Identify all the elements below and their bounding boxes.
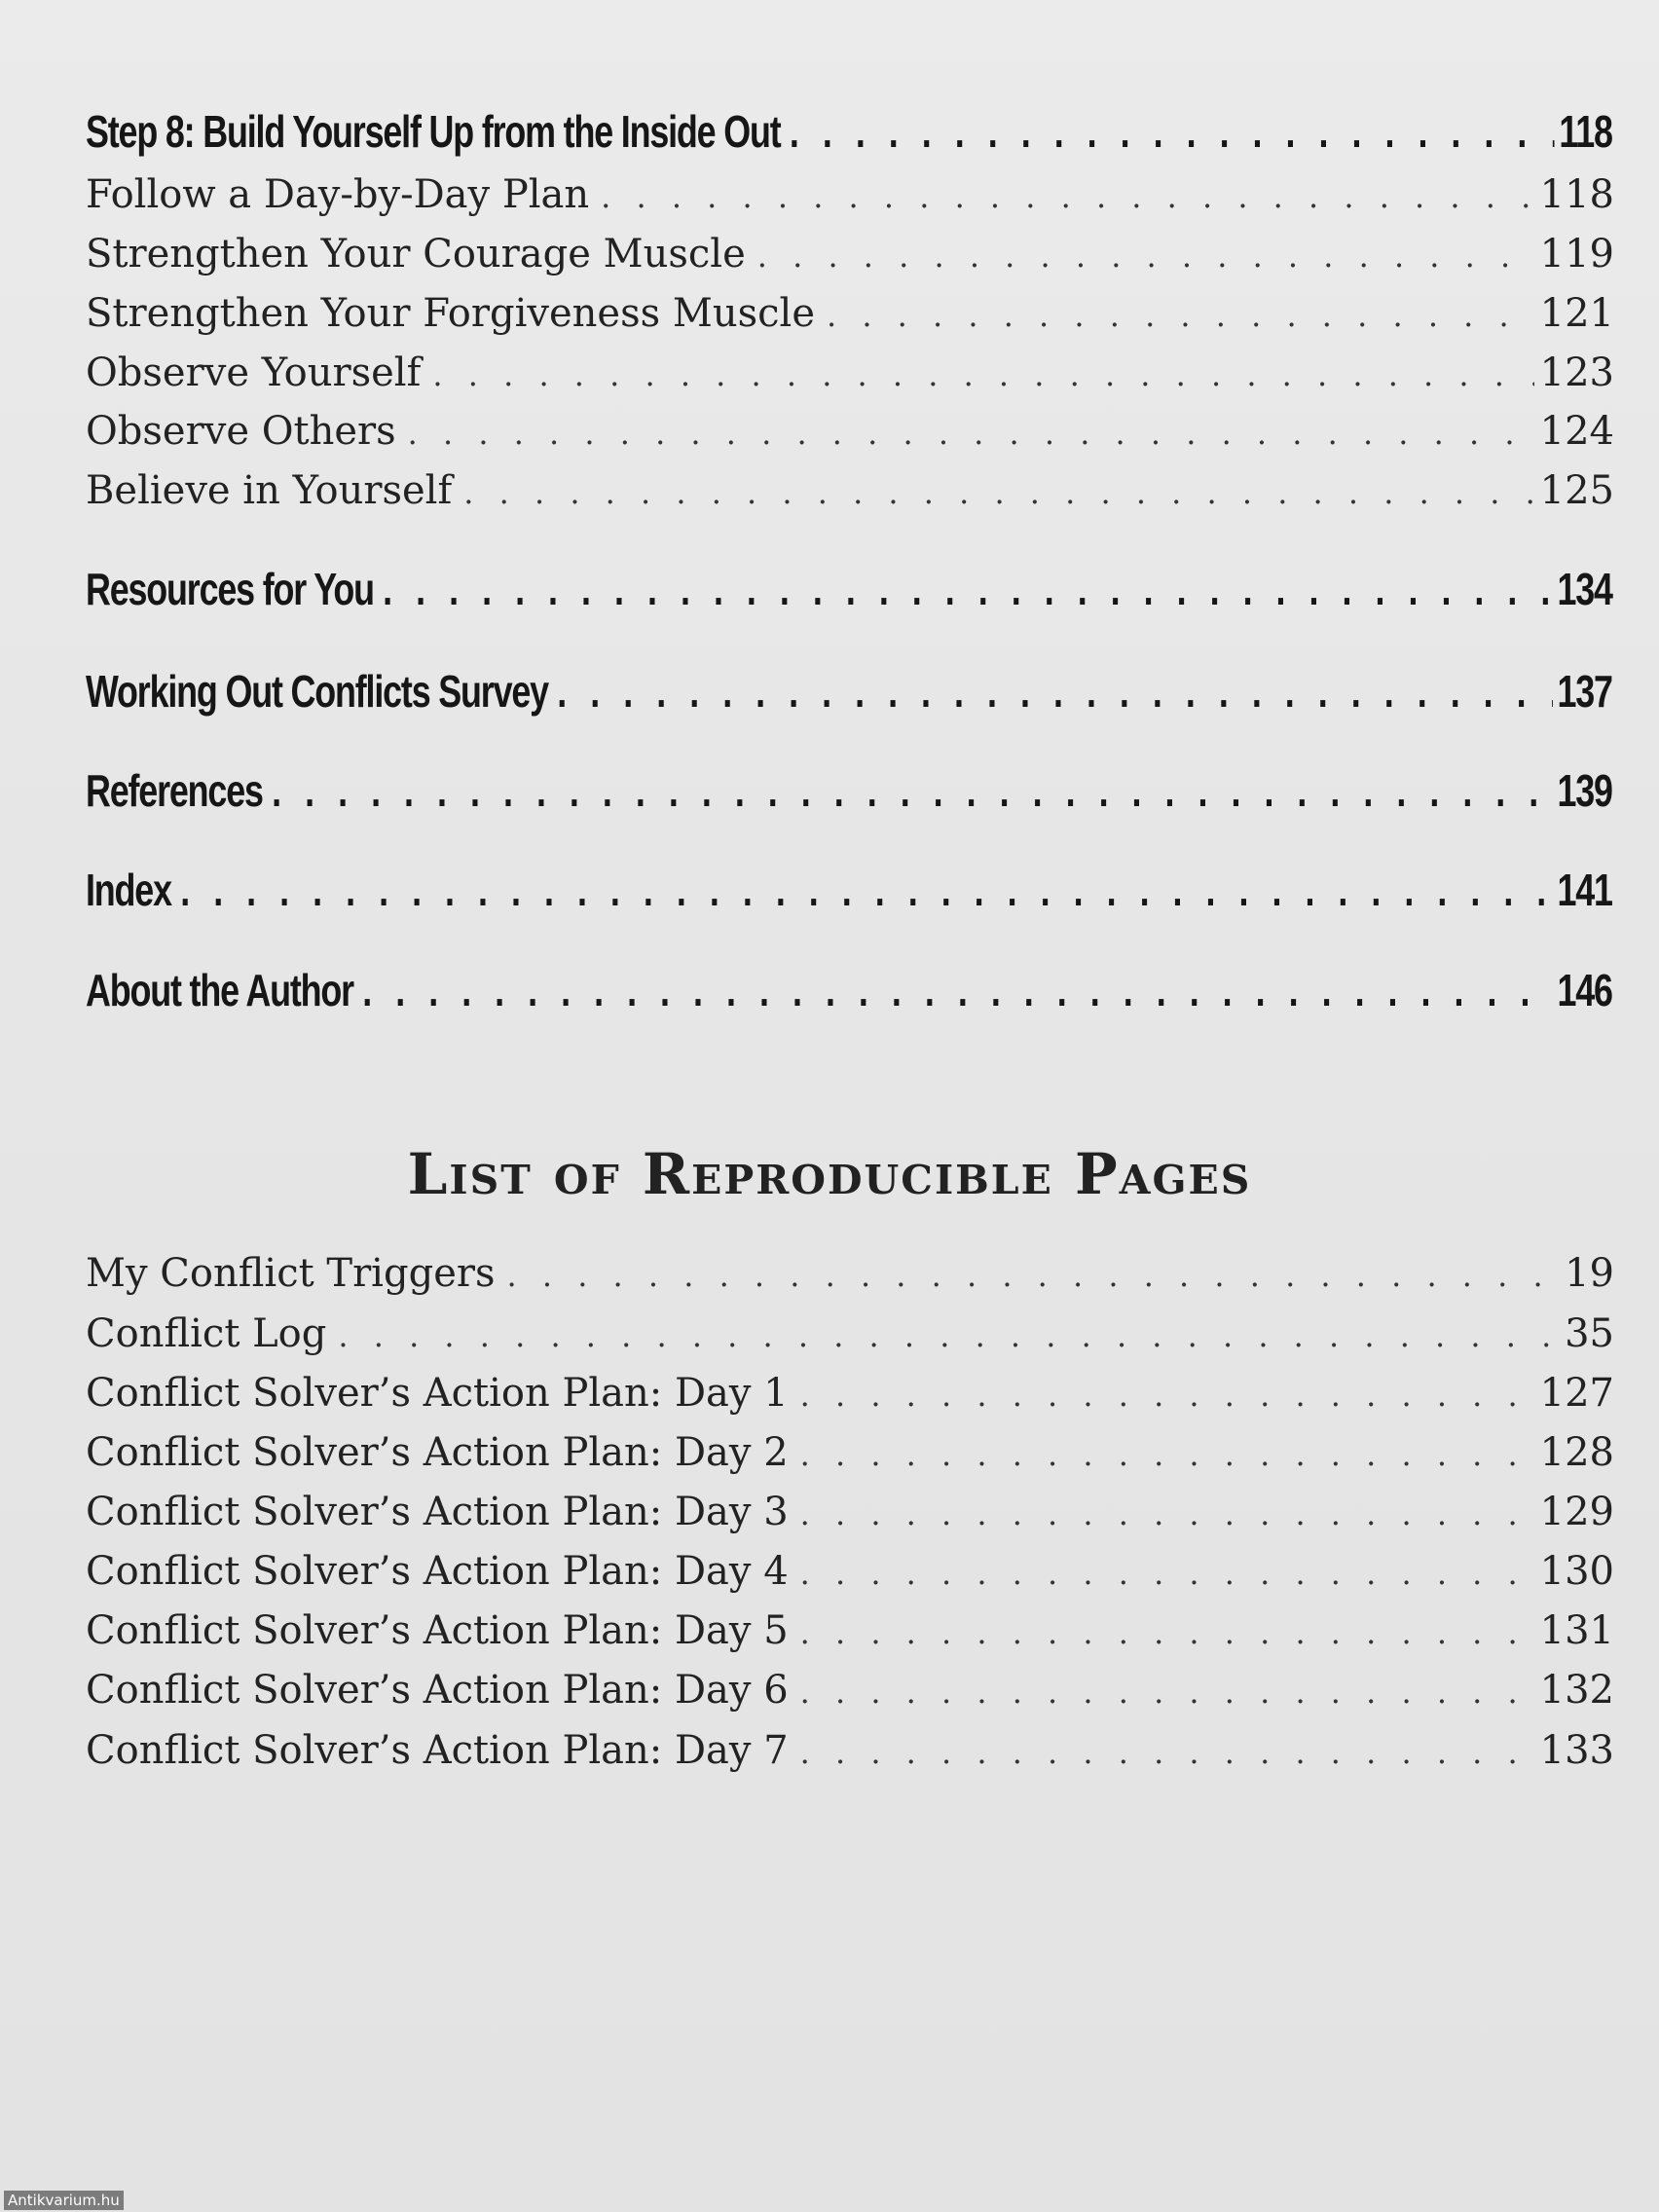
toc-entry-label: About the Author bbox=[86, 965, 353, 1015]
toc-entry-page: 137 bbox=[1557, 666, 1612, 717]
toc-entry-page: 146 bbox=[1557, 965, 1612, 1015]
reproducible-pages-title: List of Reproducible Pages bbox=[407, 1141, 1252, 1207]
dot-leader bbox=[338, 1317, 1559, 1354]
toc-entry-about-author bbox=[86, 964, 1612, 1016]
toc-subentry bbox=[86, 291, 1614, 336]
toc-subentry-page: 125 bbox=[1539, 468, 1614, 513]
dot-leader bbox=[408, 415, 1534, 452]
list-item-label: Conflict Solver’s Action Plan: Day 4 bbox=[86, 1549, 789, 1594]
toc-subentry bbox=[86, 350, 1614, 395]
list-item bbox=[86, 1728, 1614, 1773]
toc-entry-index bbox=[86, 864, 1612, 916]
toc-subentry bbox=[86, 468, 1614, 513]
list-item-page: 130 bbox=[1539, 1549, 1614, 1594]
toc-subentry-label: Strengthen Your Forgiveness Muscle bbox=[86, 291, 815, 336]
dot-leader bbox=[362, 964, 1553, 1016]
list-item bbox=[86, 1668, 1614, 1713]
toc-entry-page: 139 bbox=[1557, 765, 1612, 816]
list-item-page: 133 bbox=[1539, 1728, 1614, 1773]
watermark-label: Antikvarium.hu bbox=[4, 2191, 124, 2210]
toc-entry-survey bbox=[86, 665, 1612, 718]
toc-subentry bbox=[86, 172, 1614, 217]
dot-leader bbox=[827, 297, 1534, 334]
list-item bbox=[86, 1311, 1614, 1356]
dot-leader bbox=[272, 764, 1553, 817]
list-item bbox=[86, 1549, 1614, 1594]
dot-leader bbox=[800, 1377, 1534, 1414]
toc-entry-label: Index bbox=[86, 865, 171, 915]
toc-subentry-page: 118 bbox=[1539, 172, 1614, 217]
toc-entry-page: 118 bbox=[1559, 106, 1612, 157]
dot-leader bbox=[507, 1257, 1560, 1294]
toc-entry-references bbox=[86, 764, 1612, 817]
dot-leader bbox=[800, 1495, 1534, 1532]
toc-subentry bbox=[86, 409, 1614, 454]
list-item-page: 35 bbox=[1565, 1311, 1614, 1356]
dot-leader bbox=[790, 105, 1555, 158]
list-item-label: Conflict Solver’s Action Plan: Day 6 bbox=[86, 1668, 789, 1713]
list-item-label: Conflict Solver’s Action Plan: Day 1 bbox=[86, 1371, 789, 1416]
toc-subentry-page: 124 bbox=[1539, 409, 1614, 454]
dot-leader bbox=[432, 356, 1533, 393]
toc-entry-resources bbox=[86, 563, 1612, 615]
dot-leader bbox=[800, 1734, 1534, 1771]
list-item-page: 132 bbox=[1539, 1668, 1614, 1713]
toc-subentry-label: Strengthen Your Courage Muscle bbox=[86, 232, 746, 276]
dot-leader bbox=[800, 1436, 1534, 1473]
toc-subentry-page: 119 bbox=[1539, 232, 1614, 276]
list-item bbox=[86, 1430, 1614, 1475]
toc-subentry-label: Observe Yourself bbox=[86, 350, 422, 395]
toc-entry-label: Resources for You bbox=[86, 564, 374, 614]
toc-entry-label: Step 8: Build Yourself Up from the Inside Out bbox=[86, 106, 781, 157]
dot-leader bbox=[463, 474, 1533, 511]
list-item-label: Conflict Log bbox=[86, 1311, 327, 1356]
list-item bbox=[86, 1371, 1614, 1416]
toc-subentry-label: Follow a Day-by-Day Plan bbox=[86, 172, 590, 217]
list-item-label: Conflict Solver’s Action Plan: Day 3 bbox=[86, 1490, 789, 1534]
toc-subentry-page: 121 bbox=[1539, 291, 1614, 336]
list-item-label: Conflict Solver’s Action Plan: Day 7 bbox=[86, 1728, 789, 1773]
list-item-label: My Conflict Triggers bbox=[86, 1251, 496, 1296]
list-item-label: Conflict Solver’s Action Plan: Day 5 bbox=[86, 1608, 789, 1653]
dot-leader bbox=[800, 1555, 1534, 1592]
list-item bbox=[86, 1490, 1614, 1534]
list-item-page: 127 bbox=[1539, 1371, 1614, 1416]
dot-leader bbox=[601, 178, 1534, 215]
list-item-page: 129 bbox=[1539, 1490, 1614, 1534]
toc-subentry-label: Observe Others bbox=[86, 409, 396, 454]
dot-leader bbox=[800, 1614, 1534, 1651]
list-item bbox=[86, 1251, 1614, 1296]
toc-entry-step8 bbox=[86, 105, 1612, 158]
list-item-label: Conflict Solver’s Action Plan: Day 2 bbox=[86, 1430, 789, 1475]
dot-leader bbox=[180, 864, 1553, 916]
list-item-page: 131 bbox=[1539, 1608, 1614, 1653]
dot-leader bbox=[557, 665, 1552, 718]
list-item-page: 128 bbox=[1539, 1430, 1614, 1475]
toc-subentry bbox=[86, 232, 1614, 276]
toc-subentry-label: Believe in Yourself bbox=[86, 468, 453, 513]
toc-subentry-page: 123 bbox=[1539, 350, 1614, 395]
dot-leader bbox=[800, 1674, 1534, 1711]
dot-leader bbox=[383, 563, 1553, 615]
dot-leader bbox=[757, 238, 1534, 275]
toc-entry-page: 134 bbox=[1557, 564, 1612, 614]
toc-entry-label: References bbox=[86, 765, 263, 816]
toc-entry-page: 141 bbox=[1557, 865, 1612, 915]
list-item-page: 19 bbox=[1565, 1251, 1614, 1296]
toc-entry-label: Working Out Conflicts Survey bbox=[86, 666, 548, 717]
list-item bbox=[86, 1608, 1614, 1653]
